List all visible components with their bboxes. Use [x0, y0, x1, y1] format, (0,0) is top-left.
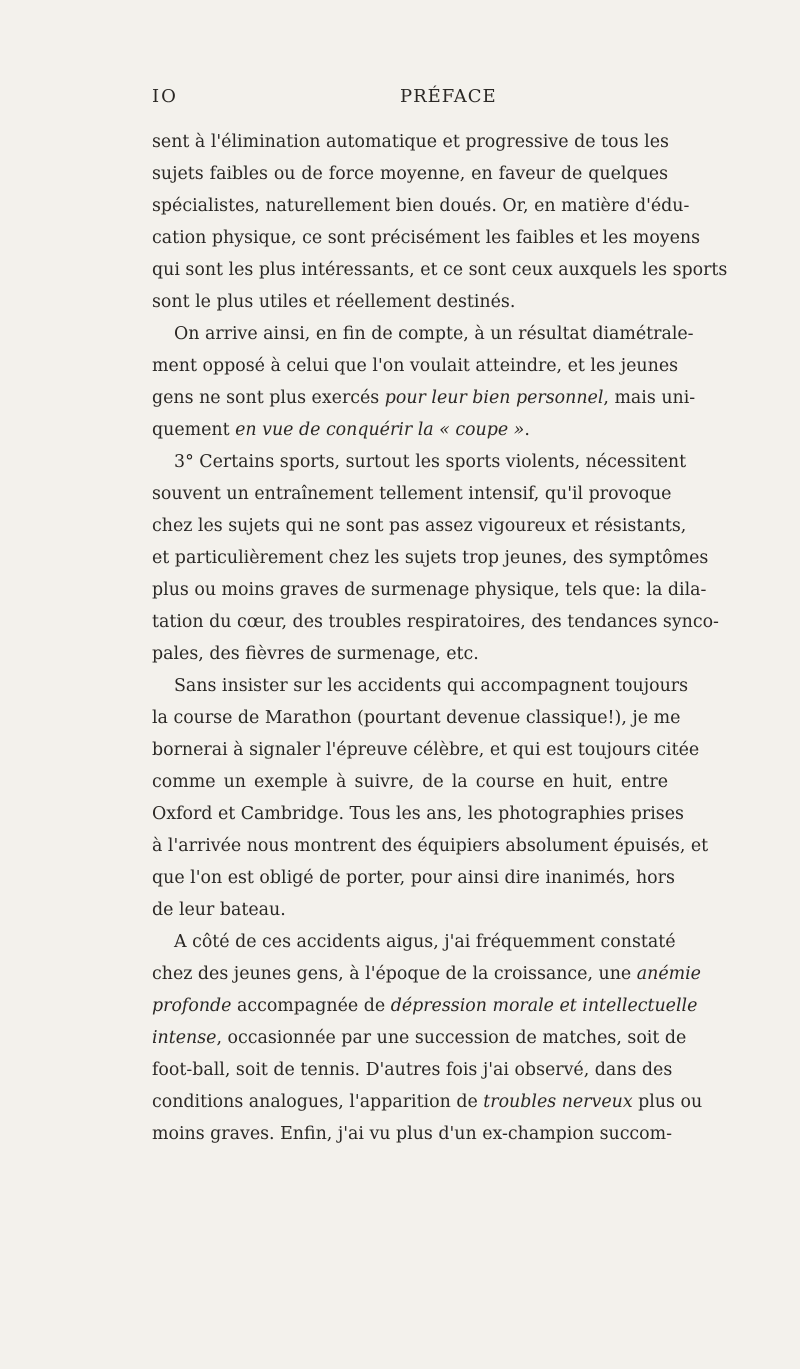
- text-line: bornerai à signaler l'épreuve célèbre, et qui est toujours citée: [152, 740, 700, 760]
- text-line: chez des jeunes gens, à l'époque de la croissance, une anémie: [152, 964, 701, 984]
- text-line: foot-ball, soit de tennis. D'autres fois j'ai observé, dans des: [152, 1060, 673, 1080]
- text-line: conditions analogues, l'apparition de troubles nerveux plus ou: [152, 1092, 703, 1112]
- text-line: 3° Certains sports, surtout les sports violents, nécessitent: [174, 452, 687, 472]
- text-line: sujets faibles ou de force moyenne, en faveur de quelques: [152, 164, 668, 184]
- text-line: comme un exemple à suivre, de la course en huit, entre: [152, 772, 668, 792]
- text-line: spécialistes, naturellement bien doués. Or, en matière d'édu-: [152, 196, 690, 216]
- text-line: de leur bateau.: [152, 900, 286, 920]
- text-line: profonde accompagnée de dépression morale et intellectuelle: [152, 996, 698, 1016]
- running-title: PRÉFACE: [400, 86, 497, 107]
- text-line: plus ou moins graves de surmenage physique, tels que: la dila-: [152, 580, 707, 600]
- text-line: qui sont les plus intéressants, et ce sont ceux auxquels les sports: [152, 260, 728, 280]
- italic-text: pour leur bien personnel: [384, 388, 604, 408]
- text-line: Oxford et Cambridge. Tous les ans, les photographies prises: [152, 804, 684, 824]
- italic-text: anémie: [636, 964, 701, 984]
- text-line: ment opposé à celui que l'on voulait atteindre, et les jeunes: [152, 356, 679, 376]
- italic-text: en vue de conquérir la « coupe »: [235, 420, 525, 440]
- page-number: IO: [152, 86, 178, 107]
- page-header: [148, 86, 668, 112]
- text-line: la course de Marathon (pourtant devenue classique!), je me: [152, 708, 681, 728]
- text-line: A côté de ces accidents aigus, j'ai fréquemment constaté: [174, 932, 676, 952]
- body-text: [152, 126, 728, 1150]
- text-line: On arrive ainsi, en fin de compte, à un résultat diamétrale-: [174, 324, 694, 344]
- text-line: moins graves. Enfin, j'ai vu plus d'un ex-champion succom-: [152, 1124, 673, 1144]
- text-line: quement en vue de conquérir la « coupe ».: [152, 420, 530, 440]
- text-line: souvent un entraînement tellement intensif, qu'il provoque: [152, 484, 672, 504]
- text-line: gens ne sont plus exercés pour leur bien personnel, mais uni-: [152, 388, 696, 408]
- text-line: Sans insister sur les accidents qui accompagnent toujours: [174, 676, 689, 696]
- text-line: cation physique, ce sont précisément les faibles et les moyens: [152, 228, 701, 248]
- text-line: intense, occasionnée par une succession de matches, soit de: [152, 1028, 687, 1048]
- text-line: sent à l'élimination automatique et progressive de tous les: [152, 132, 669, 152]
- text-line: que l'on est obligé de porter, pour ainsi dire inanimés, hors: [152, 868, 675, 888]
- italic-text: profonde: [152, 996, 232, 1016]
- text-line: chez les sujets qui ne sont pas assez vigoureux et résistants,: [152, 516, 687, 536]
- italic-text: intense: [152, 1028, 217, 1048]
- text-line: et particulièrement chez les sujets trop jeunes, des symptômes: [152, 548, 709, 568]
- text-line: pales, des fièvres de surmenage, etc.: [152, 644, 479, 664]
- italic-text: troubles nerveux: [483, 1092, 633, 1112]
- text-line: tation du cœur, des troubles respiratoires, des tendances synco-: [152, 612, 719, 632]
- text-line: sont le plus utiles et réellement destinés.: [152, 292, 516, 312]
- italic-text: dépression morale et intellectuelle: [390, 996, 698, 1016]
- text-line: à l'arrivée nous montrent des équipiers absolument épuisés, et: [152, 836, 709, 856]
